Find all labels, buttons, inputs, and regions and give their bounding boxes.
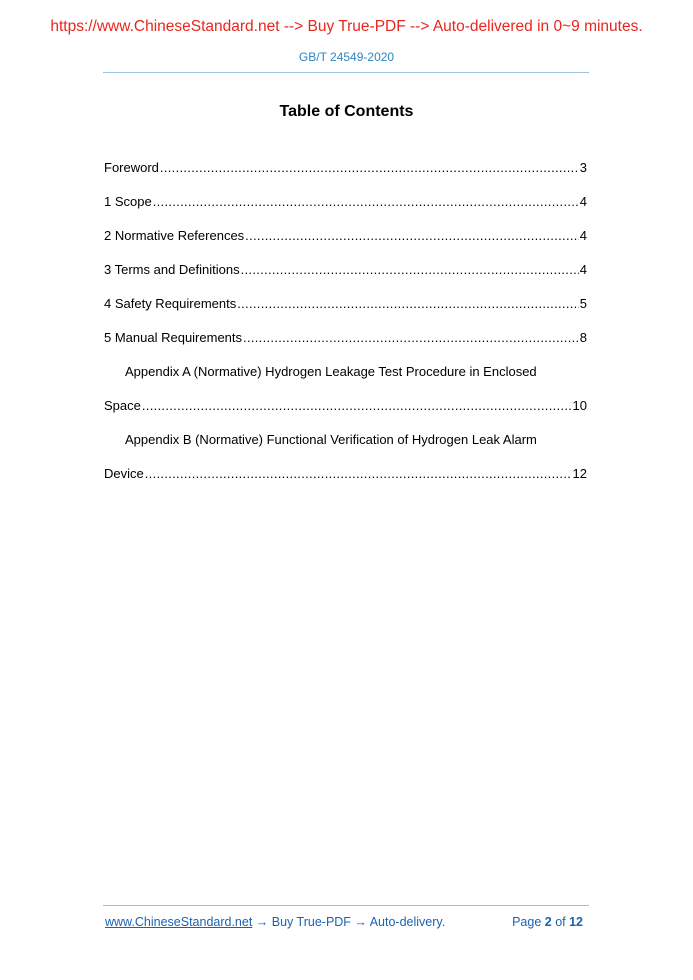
toc-entry-page: 4: [579, 262, 587, 277]
toc-entry-terms-definitions[interactable]: [104, 260, 587, 280]
page-prefix: Page: [512, 915, 545, 929]
toc-entry-label: 5 Manual Requirements: [104, 330, 243, 345]
toc-entry-scope[interactable]: [104, 192, 587, 212]
promo-banner[interactable]: https://www.ChineseStandard.net --> Buy True-PDF --> Auto-delivered in 0~9 minutes.: [50, 18, 643, 35]
header-divider: [103, 72, 589, 73]
toc-title: Table of Contents: [279, 103, 414, 120]
toc-entry-label-line1: Appendix A (Normative) Hydrogen Leakage Test Procedure in Enclosed: [125, 364, 537, 379]
toc-entry-appendix-a[interactable]: [104, 362, 587, 416]
toc-entry-label-line2: Device: [104, 466, 144, 481]
toc-entry-label: 4 Safety Requirements: [104, 296, 237, 311]
table-of-contents: [104, 158, 587, 498]
dot-leader: [145, 464, 572, 484]
toc-entry-page: 5: [579, 296, 587, 311]
total-pages-number: 12: [569, 915, 583, 929]
toc-entry-page: 4: [579, 228, 587, 243]
dot-leader: [153, 192, 579, 212]
page-of-text: of: [551, 915, 570, 929]
toc-entry-appendix-b[interactable]: [104, 430, 587, 484]
toc-entry-safety-requirements[interactable]: [104, 294, 587, 314]
dot-leader: [142, 396, 572, 416]
toc-entry-page: 12: [572, 466, 587, 481]
toc-entry-page: 10: [572, 398, 587, 413]
toc-entry-page: 8: [579, 330, 587, 345]
dot-leader: [245, 226, 579, 246]
toc-entry-normative-references[interactable]: [104, 226, 587, 246]
toc-entry-label-line2: Space: [104, 398, 141, 413]
toc-entry-label: 2 Normative References: [104, 228, 245, 243]
document-number: GB/T 24549-2020: [298, 50, 395, 64]
footer-website-link[interactable]: www.ChineseStandard.net: [105, 915, 253, 929]
toc-entry-manual-requirements[interactable]: [104, 328, 587, 348]
footer-promo: [105, 915, 445, 929]
footer-divider: [103, 905, 589, 906]
toc-entry-label: Foreword: [104, 160, 159, 175]
toc-entry-label-line1: Appendix B (Normative) Functional Verification of Hydrogen Leak Alarm: [125, 432, 537, 447]
dot-leader: [237, 294, 579, 314]
dot-leader: [241, 260, 579, 280]
toc-entry-foreword[interactable]: [104, 158, 587, 178]
dot-leader: [243, 328, 579, 348]
current-page-number: 2: [544, 915, 552, 929]
page-indicator: [512, 915, 583, 929]
toc-entry-page: 3: [579, 160, 587, 175]
toc-entry-page: 4: [579, 194, 587, 209]
footer-promo-text: → Buy True-PDF → Auto-delivery.: [252, 915, 446, 929]
dot-leader: [160, 158, 579, 178]
toc-entry-label: 3 Terms and Definitions: [104, 262, 240, 277]
toc-entry-label: 1 Scope: [104, 194, 152, 209]
